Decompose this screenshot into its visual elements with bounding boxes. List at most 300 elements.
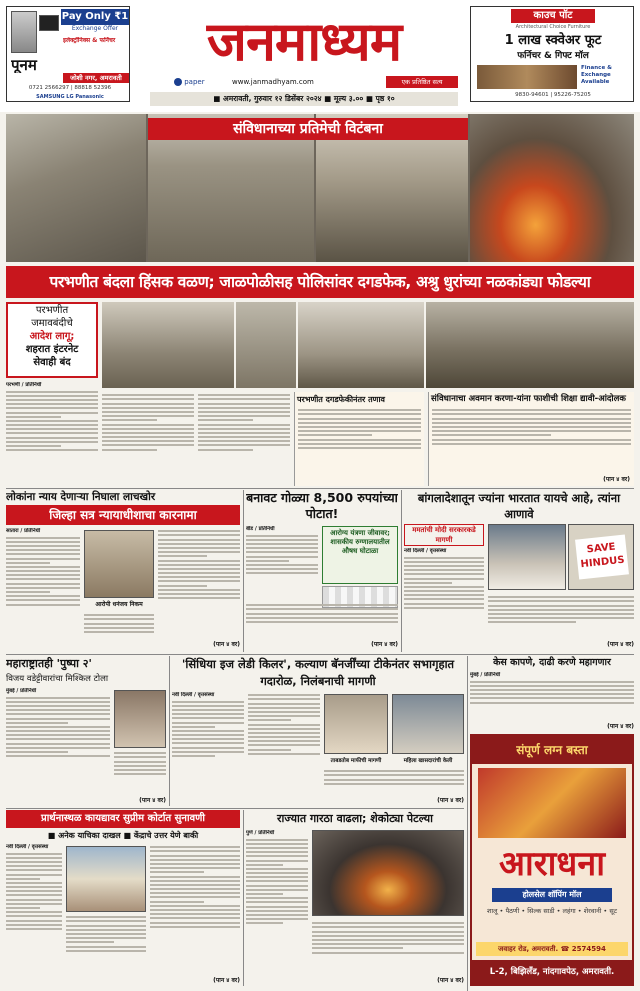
body-text-line [158, 568, 240, 570]
body-text-line [172, 755, 215, 757]
body-text-line [102, 415, 194, 417]
scindia-caption1: ताबडतोब माफीची मागणी [330, 758, 382, 764]
divider-1 [6, 488, 634, 489]
scindia-headline: 'सिंधिया इज लेडी किलर', कल्याण बॅनर्जींच्या टीकेनंतर सभागृहात गदारोळ, निलंबनाची मागणी [181, 657, 455, 688]
body-text-line [158, 593, 240, 595]
body-text-line [150, 913, 240, 915]
body-text-line [6, 416, 61, 418]
body-text-line [248, 744, 320, 746]
body-text-line [298, 447, 421, 449]
sidebar-line-4: शहरात इंटरनेट [25, 344, 79, 355]
body-text-line [102, 428, 194, 430]
lead-body-col1 [6, 382, 98, 486]
lead-photo-small-1 [102, 302, 234, 388]
body-text-line [432, 426, 631, 428]
lead-photo-small-3 [298, 302, 424, 388]
body-text-line [6, 911, 62, 913]
notes-headline: बनावट गोळ्या 8,500 रुपयांच्या पोटात! [246, 490, 398, 521]
body-text-line [248, 711, 320, 713]
body-text-line [248, 732, 320, 734]
body-text-line [6, 449, 98, 451]
body-text-line [404, 557, 484, 559]
body-text-line [404, 578, 484, 580]
body-text-line [114, 756, 166, 758]
body-text-line [6, 701, 110, 703]
lead-photo-small-2 [236, 302, 296, 388]
body-text-line [246, 843, 308, 845]
body-text-line [248, 753, 320, 755]
ad-couch-pot[interactable] [470, 6, 634, 102]
body-text-line [246, 608, 398, 610]
body-text-line [150, 909, 240, 911]
supreme-court-photo [66, 846, 146, 912]
body-text-line [6, 697, 110, 699]
body-text-line [6, 399, 98, 401]
body-text-line [246, 918, 308, 920]
body-text-line [312, 926, 464, 928]
body-text-line [150, 863, 240, 865]
body-text-line [66, 933, 146, 935]
body-text-line [150, 850, 240, 852]
body-text-line [150, 884, 240, 886]
body-text-line [66, 925, 146, 927]
hair-headline: केस कापणे, दाढी करणे महागणार [493, 657, 611, 668]
poonam-subtitle: इलेक्ट्रॉनिक्स & फर्निचर [63, 37, 116, 44]
body-text-line [248, 694, 320, 696]
body-text-line [158, 572, 240, 574]
body-text-line [246, 922, 283, 924]
body-text-line [6, 924, 62, 926]
vdivider-4 [467, 656, 468, 991]
body-text-line [6, 412, 98, 414]
body-text-line [6, 882, 62, 884]
body-text-line [150, 888, 240, 890]
body-text-line [172, 722, 244, 724]
body-text-line [158, 564, 240, 566]
body-text-line [6, 595, 80, 597]
body-text-line [172, 751, 244, 753]
bangla-byline: नवी दिल्ली / वृत्तसंस्था [404, 548, 447, 554]
story-cold [246, 810, 464, 986]
body-text-line [246, 889, 308, 891]
poonam-address: जोशी नगर, अमरावती [63, 73, 129, 83]
body-text-line [6, 878, 40, 880]
tv-icon [39, 15, 59, 31]
body-text-line [246, 885, 308, 887]
divider-2 [6, 654, 634, 655]
body-text-line [158, 589, 240, 591]
body-text-line [6, 407, 98, 409]
body-text-line [404, 603, 484, 605]
body-text-line [66, 946, 146, 948]
epaper-label: paper [184, 78, 205, 86]
body-text-line [66, 950, 146, 952]
body-text-line [150, 901, 204, 903]
body-text-line [102, 444, 194, 446]
body-text-line [248, 719, 291, 721]
lead-banner: संविधानाच्या प्रतिमेची विटंबना [148, 118, 468, 140]
body-text-line [246, 906, 308, 908]
body-text-line [6, 445, 61, 447]
body-text-line [6, 558, 80, 560]
body-text-line [246, 543, 318, 545]
body-text-line [248, 703, 320, 705]
globe-icon [174, 78, 182, 86]
lead-byline: परभणी / प्रतिनिधी [6, 382, 42, 388]
couch-pot-sub: Architectural Choice Furniture [515, 24, 591, 30]
poonam-brand: पूनम [11, 56, 37, 73]
body-text-line [6, 747, 110, 749]
body-text-line [198, 428, 290, 430]
body-text-line [246, 535, 318, 537]
body-text-line [312, 943, 464, 945]
body-text-line [158, 576, 240, 578]
body-text-line [246, 901, 308, 903]
notes-box-title: आरोग्य यंत्रणा जीवावर; शासकीय रुग्णालयातील औषध घोटाळा [330, 529, 390, 555]
cold-headline: राज्यात गारठा वाढला; शेकोट्या पेटल्या [277, 812, 433, 825]
masthead [0, 0, 640, 112]
body-text-line [150, 926, 240, 928]
body-text-line [470, 697, 634, 699]
body-text-line [6, 890, 62, 892]
body-text-line [6, 424, 98, 426]
body-text-line [172, 709, 244, 711]
sc-body-right [150, 844, 240, 974]
bangla-kicker: ममतांची मोदी सरकारकडे मागणी [404, 524, 484, 546]
body-text-line [404, 565, 484, 567]
fire-photo [470, 114, 634, 262]
lead-headline: परभणीत बंदला हिंसक वळण; जाळपोळीसह पोलिसांवर दगडफेक, अश्रु धुरांच्या नळकांड्या फोडल्या [6, 266, 634, 298]
sidebar-line-3: आदेश लागू; [29, 331, 75, 342]
website-url[interactable]: www.janmadhyam.com [232, 78, 314, 86]
body-text-line [150, 855, 240, 857]
body-text-line [198, 403, 290, 405]
body-text-line [198, 415, 290, 417]
lead-continued[interactable]: (पान ४ वर) [603, 476, 630, 483]
lead-sub2-box [428, 392, 634, 486]
body-text-line [6, 853, 62, 855]
body-text-line [246, 880, 308, 882]
body-text-line [246, 868, 308, 870]
body-text-line [66, 937, 146, 939]
body-text-line [404, 607, 484, 609]
body-text-line [150, 876, 240, 878]
scindia-body-col3 [324, 768, 464, 794]
body-text-line [6, 920, 62, 922]
body-text-line [404, 590, 484, 592]
body-text-line [324, 770, 464, 772]
body-text-line [172, 747, 244, 749]
body-text-line [6, 583, 80, 585]
body-text-line [312, 935, 464, 937]
body-text-line [248, 740, 320, 742]
judge-photo [84, 530, 154, 598]
body-text-line [198, 407, 290, 409]
body-text-line [150, 846, 240, 848]
body-text-line [158, 534, 240, 536]
body-text-line [6, 437, 98, 439]
body-text-line [246, 839, 308, 841]
body-text-line [6, 395, 98, 397]
body-text-line [158, 585, 207, 587]
sc-continued[interactable]: (पान ४ वर) [213, 977, 240, 984]
hair-continued[interactable]: (पान ४ वर) [607, 723, 634, 730]
body-text-line [248, 724, 320, 726]
body-text-line [6, 869, 62, 871]
ad-aradhana-list: शालू • पैठणी • सिल्क साडी • लहंगा • शेरवानी • सूट [486, 907, 618, 915]
ad-aradhana-brand: आराधना [498, 844, 606, 884]
cold-byline: पुणे / प्रतिनिधी [246, 830, 275, 836]
body-text-line [246, 572, 318, 574]
body-text-line [324, 783, 464, 785]
bangla-headline: बांगलादेशातून ज्यांना भारतात यायचे आहे, त्यांना आणावे [417, 491, 621, 521]
body-text-line [150, 917, 240, 919]
body-text-line [488, 613, 634, 615]
body-text-line [6, 928, 62, 930]
body-text-line [470, 693, 634, 695]
couch-pot-brand: काउच पॉट [511, 9, 595, 23]
body-text-line [6, 441, 98, 443]
pushpa-body [6, 688, 110, 794]
notes-byline: बीड / प्रतिनिधी [246, 526, 275, 532]
body-text-line [150, 871, 204, 873]
vdivider-1 [243, 490, 244, 652]
body-text-line [246, 893, 283, 895]
lead-photo-small-4 [426, 302, 634, 388]
body-text-line [114, 761, 166, 763]
body-text-line [312, 931, 464, 933]
sc-byline: नवी दिल्ली / वृत्तसंस्था [6, 844, 49, 850]
story-bangla [404, 490, 634, 652]
lead-sidebar [6, 302, 98, 378]
body-text-line [150, 880, 240, 882]
notes-continued[interactable]: (पान ४ वर) [371, 641, 398, 648]
story-scindia [172, 656, 464, 806]
body-text-line [298, 430, 421, 432]
judge-kicker: लोकांना न्याय देणाऱ्या निघाला लाचखोर [6, 491, 156, 503]
body-text-line [246, 604, 398, 606]
body-text-line [324, 774, 464, 776]
body-text-line [246, 872, 308, 874]
body-text-line [470, 689, 634, 691]
body-text-line [6, 545, 80, 547]
body-text-line [246, 864, 283, 866]
sidebar-line-5: सेवाही बंद [33, 357, 71, 368]
body-text-line [158, 580, 240, 582]
sc-body-mid [66, 914, 146, 974]
cold-continued[interactable]: (पान ४ वर) [437, 977, 464, 984]
body-text-line [84, 631, 154, 633]
epaper-logo[interactable] [174, 76, 228, 88]
body-text-line [198, 411, 290, 413]
bangla-continued[interactable]: (पान ४ वर) [607, 641, 634, 648]
hair-byline: मुंबई / प्रतिनिधी [470, 672, 501, 678]
body-text-line [150, 859, 240, 861]
body-text-line [432, 430, 631, 432]
body-text-line [150, 896, 240, 898]
save-hindus-photo [568, 524, 634, 590]
body-text-line [470, 702, 634, 704]
body-text-line [198, 432, 290, 434]
body-text-line [6, 537, 80, 539]
body-text-line [432, 409, 631, 411]
body-text-line [84, 623, 154, 625]
body-text-line [488, 621, 576, 623]
body-text-line [6, 899, 62, 901]
sidebar-line-2: जमावबंदीचे [31, 318, 73, 329]
ad-aradhana-address: जवाहर रोड, अमरावती. ☎ 2574594 [476, 942, 628, 956]
body-text-line [6, 591, 50, 593]
body-text-line [404, 582, 452, 584]
body-text-line [198, 440, 290, 442]
couch-pot-headline: 1 लाख स्क्वेअर फूट [504, 33, 602, 48]
body-text-line [6, 734, 110, 736]
body-text-line [404, 561, 484, 563]
body-text-line [298, 413, 421, 415]
newspaper-title[interactable]: जनमाध्यम [206, 9, 402, 73]
body-text-line [404, 598, 484, 600]
furniture-icon [477, 65, 577, 89]
couch-pot-line2: फर्निचर & गिफ्ट मॉल [517, 51, 589, 61]
body-text-line [248, 707, 320, 709]
body-text-line [198, 394, 290, 396]
body-text-line [6, 722, 68, 724]
lead-body-col3 [198, 392, 290, 486]
hair-body [470, 672, 634, 722]
lead-sub2-body [429, 409, 634, 467]
body-text-line [6, 604, 80, 606]
body-text-line [248, 728, 320, 730]
scindia-photo [324, 694, 388, 754]
body-text-line [298, 443, 421, 445]
tagline: एक प्रतिष्ठित सत्य [386, 76, 458, 88]
body-text-line [102, 436, 194, 438]
body-text-line [66, 929, 146, 931]
body-text-line [312, 922, 464, 924]
body-text-line [6, 562, 50, 564]
body-text-line [6, 599, 80, 601]
body-text-line [114, 765, 166, 767]
scindia-caption2: महिला खासदारांची केली [403, 758, 453, 764]
pushpa-body-right [114, 750, 166, 794]
body-text-line [432, 422, 631, 424]
body-text-line [6, 403, 98, 405]
bangla-body-left [404, 548, 484, 640]
body-text-line [298, 439, 421, 441]
judge-byline: सातारा / प्रतिनिधी [6, 528, 41, 534]
body-text-line [246, 613, 398, 615]
body-text-line [102, 394, 194, 396]
judge-continued[interactable]: (पान ४ वर) [213, 641, 240, 648]
cold-body-left [246, 830, 308, 976]
body-text-line [470, 681, 634, 683]
body-text-line [172, 717, 244, 719]
body-text-line [102, 411, 194, 413]
body-text-line [246, 914, 308, 916]
body-text-line [6, 857, 62, 859]
pushpa-photo [114, 690, 166, 748]
ad-couple-photo [478, 768, 626, 838]
body-text-line [150, 867, 240, 869]
exchange-offer: Exchange Offer [71, 25, 119, 32]
body-text-line [102, 432, 194, 434]
body-text-line [246, 847, 308, 849]
ad-aradhana[interactable] [470, 734, 634, 986]
body-text-line [172, 705, 244, 707]
body-text-line [172, 738, 244, 740]
pay-only-badge: Pay Only ₹1 [61, 9, 129, 25]
body-text-line [102, 419, 157, 421]
body-text-line [84, 627, 154, 629]
notes-body-left [246, 526, 318, 598]
body-text-line [6, 886, 62, 888]
body-text-line [248, 698, 320, 700]
body-text-line [172, 713, 244, 715]
body-text-line [198, 449, 253, 451]
ad-poonam[interactable] [6, 6, 130, 102]
body-text-line [298, 409, 421, 411]
judge-body-right [158, 528, 240, 640]
body-text-line [6, 553, 80, 555]
vdivider-3 [169, 656, 170, 806]
body-text-line [6, 894, 62, 896]
lead-body-col2 [102, 392, 194, 486]
body-text-line [432, 443, 631, 445]
body-text-line [488, 617, 634, 619]
body-text-line [246, 860, 308, 862]
ad-aradhana-sub: होलसेल शॉपिंग मॉल [492, 888, 612, 902]
body-text-line [158, 530, 240, 532]
body-text-line [6, 874, 62, 876]
body-text-line [312, 939, 464, 941]
notes-box [322, 526, 398, 584]
couch-pot-finance: Finance & Exchange Available [581, 65, 612, 85]
body-text-line [404, 573, 484, 575]
judge-body-mid [84, 612, 154, 648]
body-text-line [6, 570, 80, 572]
body-text-line [158, 551, 240, 553]
body-text-line [6, 907, 40, 909]
body-text-line [158, 555, 207, 557]
body-text-line [114, 769, 166, 771]
body-text-line [6, 738, 110, 740]
body-text-line [84, 618, 154, 620]
body-text-line [6, 574, 80, 576]
sc-headline: प्रार्थनास्थळ कायद्यावर सुप्रीम कोर्टात सुनावणी [6, 810, 240, 828]
body-text-line [198, 444, 290, 446]
body-text-line [312, 947, 403, 949]
body-text-line [404, 569, 484, 571]
body-text-line [66, 941, 114, 943]
poonam-phone: 0721 2566297 | 88818 52396 [28, 85, 112, 91]
body-text-line [102, 440, 194, 442]
body-text-line [198, 419, 253, 421]
bangla-body-right [488, 594, 634, 640]
pushpa-continued[interactable]: (पान ४ वर) [139, 797, 166, 804]
body-text-line [246, 897, 308, 899]
scindia-continued[interactable]: (पान ४ वर) [437, 797, 464, 804]
pushpa-byline: मुंबई / प्रतिनिधी [6, 688, 37, 694]
body-text-line [6, 730, 110, 732]
save-hindus-placard: SAVE HINDUS [575, 534, 629, 579]
story-judge [6, 490, 240, 652]
body-text-line [488, 609, 634, 611]
body-text-line [312, 952, 464, 954]
body-text-line [158, 597, 240, 599]
body-text-line [432, 434, 551, 436]
body-text-line [248, 736, 320, 738]
body-text-line [102, 449, 157, 451]
